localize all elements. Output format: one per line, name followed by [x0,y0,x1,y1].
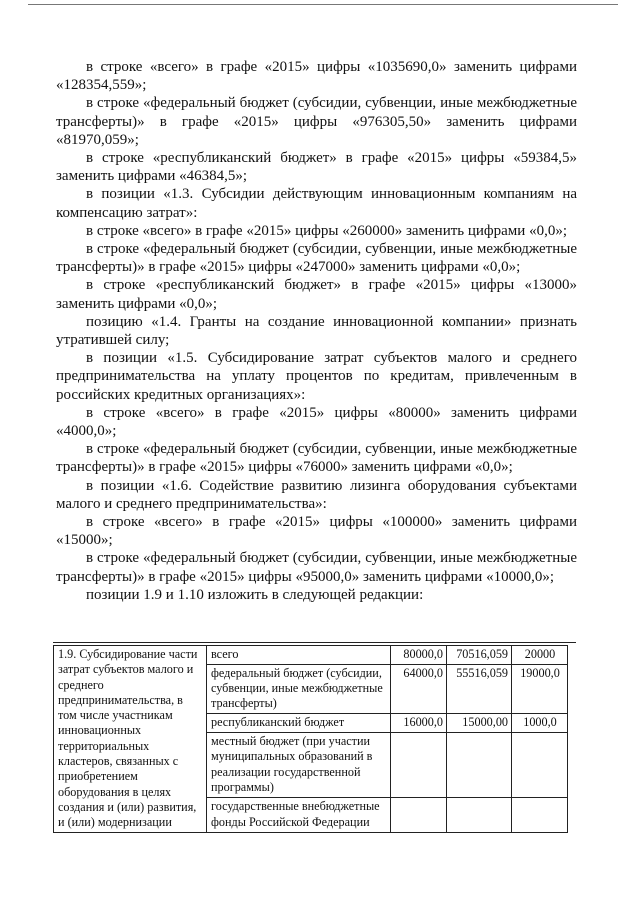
paragraph: в строке «республиканский бюджет» в графе «2015» цифры «13000» заменить цифрами «0,0»; [56,277,577,312]
paragraph: в строке «всего» в графе «2015» цифры «260000» заменить цифрами «0,0»; [86,222,567,239]
source-cell: республиканский бюджет [207,714,391,733]
paragraph: в строке «всего» в графе «2015» цифры «80000» заменить цифрами «4000,0»; [56,404,577,440]
paragraph: позицию «1.4. Гранты на создание инновационной компании» признать утратившей силу; [56,313,577,349]
value-cell [391,798,447,832]
paragraph: в позиции «1.3. Субсидии действующим инновационным компаниям на компенсацию затрат»: [56,186,577,221]
page-top-edge [28,4,618,5]
value-cell: 19000,0 [512,664,568,714]
paragraph: в строке «федеральный бюджет (субсидии, субвенции, иные межбюджетные трансферты)» в графе «2015» цифры «976305,50» заменить цифрами «81970,059»; [56,95,577,148]
table-row [54,646,568,665]
value-cell: 15000,00 [447,714,512,733]
paragraph: в строке «федеральный бюджет (субсидии, субвенции, иные межбюджетные трансферты)» в графе «2015» цифры «76000» заменить цифрами «0,0»; [56,441,577,476]
value-cell: 20000 [512,646,568,665]
table-top-rule [53,642,576,643]
source-cell: местный бюджет (при участии муниципальных образований в реализации государственной программы) [207,733,391,798]
paragraph: в строке «всего» в графе «2015» цифры «100000» заменить цифрами «15000»; [56,514,577,549]
paragraph: в строке «федеральный бюджет (субсидии, субвенции, иные межбюджетные трансферты)» в графе «2015» цифры «95000,0» заменить цифрами «10000,0»; [56,550,577,585]
value-cell [512,798,568,832]
paragraph: позиции 1.9 и 1.10 изложить в следующей редакции: [86,586,424,603]
value-cell [391,733,447,798]
value-cell: 80000,0 [391,646,447,665]
position-cell: 1.9. Субсидирование части затрат субъектов малого и среднего предпринимательства, в том числе участникам инновационных территориальных кластеров, связанных с приобретением оборудования в целях создания и (или) развития, и (или) модернизации [54,646,207,833]
paragraph: в строке «республиканский бюджет» в графе «2015» цифры «59384,5» заменить цифрами «46384,5»; [56,150,577,185]
value-cell: 55516,059 [447,664,512,714]
value-cell: 70516,059 [447,646,512,665]
value-cell: 16000,0 [391,714,447,733]
paragraph: в позиции «1.5. Субсидирование затрат субъектов малого и среднего предпринимательства на уплату процентов по кредитам, привлеченным в российских кредитных организациях»: [56,350,577,403]
paragraph: в строке «федеральный бюджет (субсидии, субвенции, иные межбюджетные трансферты)» в графе «2015» цифры «247000» заменить цифрами «0,0»; [56,241,577,276]
value-cell [447,733,512,798]
value-cell [447,798,512,832]
source-cell: государственные внебюджетные фонды Российской Федерации [207,798,391,832]
funding-table [53,645,568,833]
value-cell [512,733,568,798]
amendments-text [56,58,577,604]
source-cell: федеральный бюджет (субсидии, субвенции, иные межбюджетные трансферты) [207,664,391,714]
value-cell: 64000,0 [391,664,447,714]
value-cell: 1000,0 [512,714,568,733]
source-cell: всего [207,646,391,665]
funding-table-wrapper [53,645,568,833]
paragraph: в позиции «1.6. Содействие развитию лизинга оборудования субъектами малого и среднего предпринимательства»: [56,477,577,512]
paragraph: в строке «всего» в графе «2015» цифры «1035690,0» заменить цифрами «128354,559»; [56,59,577,94]
